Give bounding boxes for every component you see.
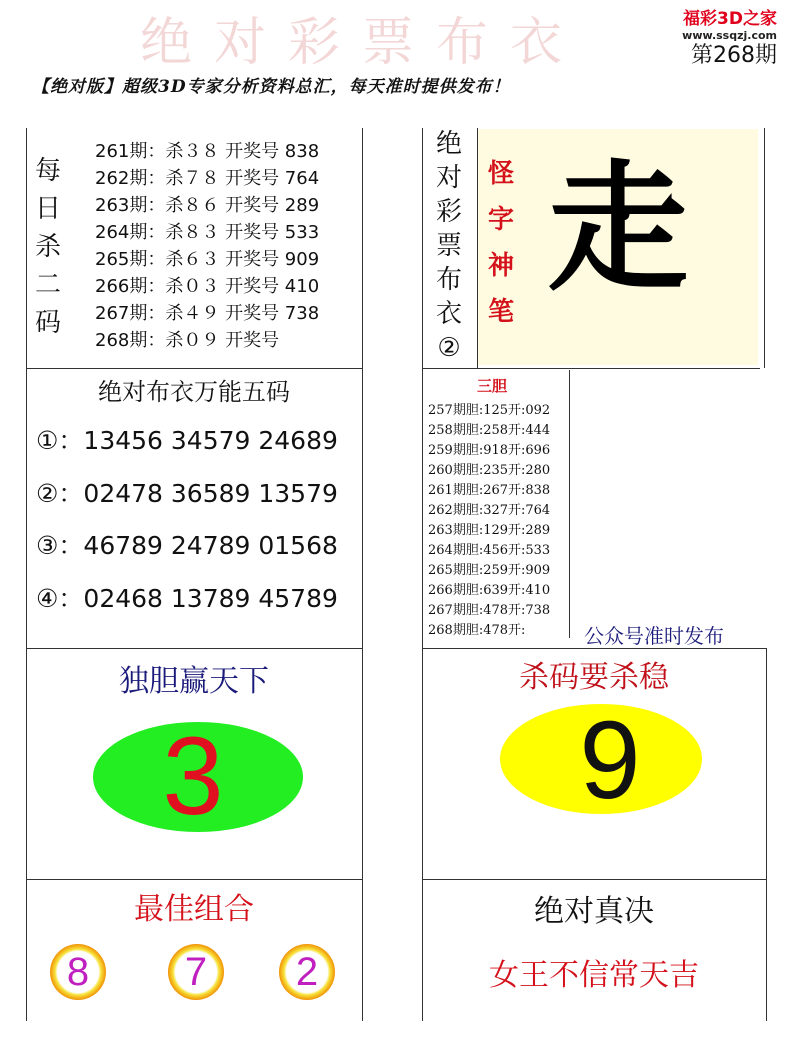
divider bbox=[422, 879, 766, 880]
kill-code-value: 9 bbox=[579, 699, 641, 822]
daily-kill-row: 262期：杀７８ 开奖号 764 bbox=[95, 168, 320, 189]
best-combo-title: 最佳组合 bbox=[134, 892, 254, 927]
five-codes-row: ②：02478 36589 13579 bbox=[36, 479, 338, 508]
daily-kill-row: 264期：杀８３ 开奖号 533 bbox=[95, 222, 320, 243]
strange-char-label bbox=[484, 151, 518, 335]
strange-char-area bbox=[478, 129, 758, 365]
combo-ball: 8 bbox=[50, 944, 106, 1000]
daily-kill-row: 268期：杀０９ 开奖号 bbox=[95, 330, 280, 351]
three-dan-row: 259期胆:918开:696 bbox=[428, 443, 551, 458]
side-title-char: 对 bbox=[435, 163, 462, 193]
daily-kill-title-char: 杀 bbox=[34, 232, 61, 262]
label-char: 神 bbox=[487, 251, 514, 281]
divider bbox=[766, 648, 767, 1021]
label-char: 怪 bbox=[487, 159, 514, 189]
strange-char-glyph: 走 bbox=[548, 147, 689, 311]
side-title-char: 衣 bbox=[435, 299, 462, 329]
three-dan-row: 257期胆:125开:092 bbox=[428, 403, 551, 418]
three-dan-row: 258期胆:258开:444 bbox=[428, 423, 551, 438]
header-watermark: 绝对彩票布衣 bbox=[140, 13, 585, 73]
five-codes-title: 绝对布衣万能五码 bbox=[98, 378, 290, 406]
kill-code-title: 杀码要杀稳 bbox=[519, 660, 669, 695]
label-char: 笔 bbox=[487, 297, 514, 327]
daily-kill-row: 263期：杀８６ 开奖号 289 bbox=[95, 195, 320, 216]
three-dan-row: 261期胆:267开:838 bbox=[428, 483, 551, 498]
five-codes-row: ①：13456 34579 24689 bbox=[36, 426, 338, 455]
final-title: 绝对真决 bbox=[534, 894, 654, 929]
side-title-char: ② bbox=[437, 333, 461, 363]
brand-url[interactable]: www.ssqzj.com bbox=[682, 29, 777, 42]
public-account-notice: 公众号准时发布 bbox=[584, 624, 724, 648]
three-dan-row: 268期胆:478开: bbox=[428, 623, 526, 638]
final-phrase: 女王不信常天吉 bbox=[489, 958, 699, 993]
three-dan-row: 265期胆:259开:909 bbox=[428, 563, 551, 578]
side-title-char: 布 bbox=[435, 265, 462, 295]
daily-kill-row: 266期：杀０３ 开奖号 410 bbox=[95, 276, 320, 297]
daily-kill-row: 265期：杀６３ 开奖号 909 bbox=[95, 249, 320, 270]
daily-kill-row: 261期：杀３８ 开奖号 838 bbox=[95, 141, 320, 162]
divider bbox=[422, 368, 760, 369]
side-title-char: 绝 bbox=[435, 129, 462, 159]
brand-name: 福彩3D之家 bbox=[683, 9, 777, 29]
daily-kill-title-char: 二 bbox=[34, 270, 61, 300]
side-title-char: 彩 bbox=[435, 197, 462, 227]
divider bbox=[362, 128, 363, 1021]
single-dan-title: 独胆赢天下 bbox=[119, 664, 269, 699]
issue-number: 第268期 bbox=[691, 43, 777, 68]
five-codes-row: ④：02468 13789 45789 bbox=[36, 584, 338, 613]
three-dan-row: 266期胆:639开:410 bbox=[428, 583, 551, 598]
single-dan-value: 3 bbox=[162, 715, 224, 838]
label-char: 字 bbox=[487, 205, 514, 235]
divider bbox=[764, 128, 765, 368]
combo-ball: 7 bbox=[168, 944, 224, 1000]
three-dan-row: 262期胆:327开:764 bbox=[428, 503, 551, 518]
brand-logo[interactable] bbox=[682, 4, 777, 42]
three-dan-row: 267期胆:478开:738 bbox=[428, 603, 551, 618]
divider bbox=[26, 648, 362, 649]
divider bbox=[569, 370, 570, 638]
five-codes-row: ③：46789 24789 01568 bbox=[36, 531, 338, 560]
header-banner: 【绝对版】超级3D专家分析资料总汇，每天准时提供发布！ bbox=[32, 77, 511, 97]
side-title-char: 票 bbox=[435, 231, 462, 261]
daily-kill-row: 267期：杀４９ 开奖号 738 bbox=[95, 303, 320, 324]
daily-kill-title-char: 日 bbox=[34, 194, 61, 224]
combo-ball: 2 bbox=[279, 944, 335, 1000]
divider bbox=[26, 368, 362, 369]
three-dan-row: 260期胆:235开:280 bbox=[428, 463, 551, 478]
divider bbox=[26, 879, 362, 880]
three-dan-row: 263期胆:129开:289 bbox=[428, 523, 551, 538]
three-dan-row: 264期胆:456开:533 bbox=[428, 543, 551, 558]
daily-kill-title-char: 每 bbox=[34, 156, 61, 186]
daily-kill-title-char: 码 bbox=[34, 308, 61, 338]
three-dan-title: 三胆 bbox=[477, 377, 508, 395]
